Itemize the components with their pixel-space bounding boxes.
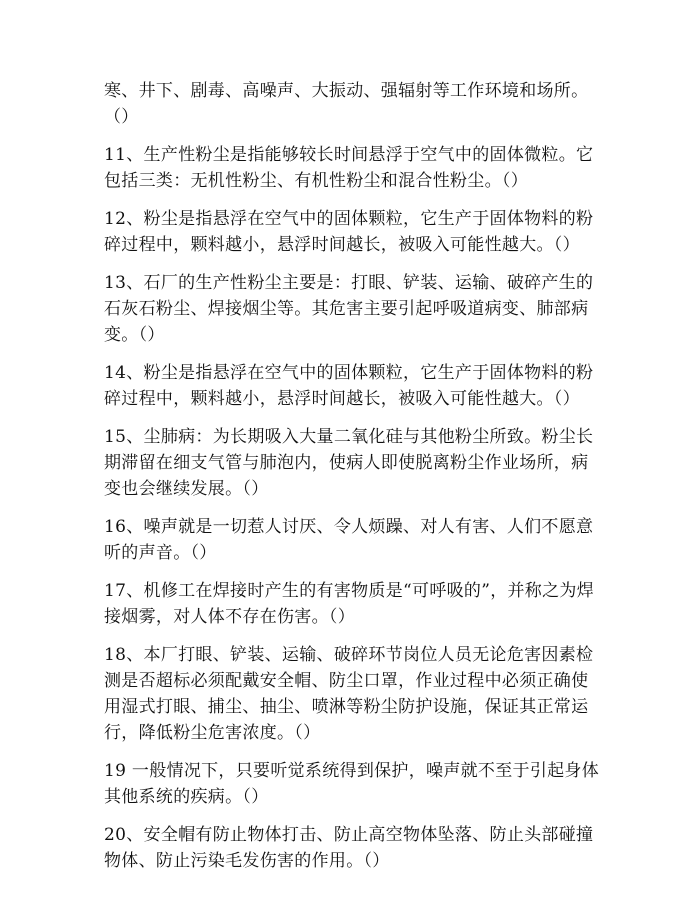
paragraph-item-10-continuation (104, 78, 604, 130)
text-line: 17、机修工在焊接时产生的有害物质是“可呼吸的”，并称之为焊 (104, 581, 595, 601)
paragraph-item-11 (104, 142, 604, 194)
paragraph-item-18 (104, 642, 604, 746)
text-line: 19 一般情况下，只要听觉系统得到保护，噪声就不至于引起身体 (104, 761, 600, 781)
paragraph-item-16 (104, 514, 604, 566)
text-line: （） (104, 107, 139, 127)
text-line: 期滞留在细支气管与肺泡内，使病人即使脱离粉尘作业场所，病 (104, 453, 589, 473)
text-line: 16、噪声就是一切惹人讨厌、令人烦躁、对人有害、人们不愿意 (104, 517, 594, 537)
document-body (104, 78, 604, 886)
text-line: 听的声音。（） (104, 543, 217, 563)
text-line: 物体、防止污染毛发伤害的作用。（） (104, 851, 390, 871)
text-line: 碎过程中，颗料越小，悬浮时间越长，被吸入可能性越大。（） (104, 235, 580, 255)
text-line: 石灰石粉尘、焊接烟尘等。其危害主要引起呼吸道病变、肺部病 (104, 299, 589, 319)
text-line: 11、生产性粉尘是指能够较长时间悬浮于空气中的固体微粒。它 (104, 145, 594, 165)
text-line: 行，降低粉尘危害浓度。（） (104, 723, 321, 743)
paragraph-item-17 (104, 578, 604, 630)
paragraph-item-15 (104, 424, 604, 502)
text-line: 18、本厂打眼、铲装、运输、破碎环节岗位人员无论危害因素检 (104, 645, 594, 665)
text-line: 20、安全帽有防止物体打击、防止高空物体坠落、防止头部碰撞 (104, 825, 594, 845)
paragraph-item-12 (104, 206, 604, 258)
paragraph-item-13 (104, 270, 604, 348)
text-line: 15、尘肺病：为长期吸入大量二氧化硅与其他粉尘所致。粉尘长 (104, 427, 594, 447)
text-line: 12、粉尘是指悬浮在空气中的固体颗粒，它生产于固体物料的粉 (104, 209, 594, 229)
paragraph-item-19 (104, 758, 604, 810)
text-line: 14、粉尘是指悬浮在空气中的固体颗粒，它生产于固体物料的粉 (104, 363, 594, 383)
text-line: 用湿式打眼、捕尘、抽尘、喷淋等粉尘防护设施，保证其正常运 (104, 697, 589, 717)
text-line: 碎过程中，颗料越小，悬浮时间越长，被吸入可能性越大。（） (104, 389, 580, 409)
paragraph-item-14 (104, 360, 604, 412)
text-line: 接烟雾，对人体不存在伤害。（） (104, 607, 355, 627)
text-line: 测是否超标必须配戴安全帽、防尘口罩，作业过程中必须正确使 (104, 671, 589, 691)
text-line: 变。（） (104, 325, 165, 345)
text-line: 其他系统的疾病。（） (104, 787, 269, 807)
paragraph-item-20 (104, 822, 604, 874)
text-line: 13、石厂的生产性粉尘主要是：打眼、铲装、运输、破碎产生的 (104, 273, 594, 293)
text-line: 变也会继续发展。（） (104, 479, 269, 499)
text-line: 寒、井下、剧毒、高噪声、大振动、强辐射等工作环境和场所。 (104, 81, 589, 101)
text-line: 包括三类：无机性粉尘、有机性粉尘和混合性粉尘。（） (104, 171, 528, 191)
